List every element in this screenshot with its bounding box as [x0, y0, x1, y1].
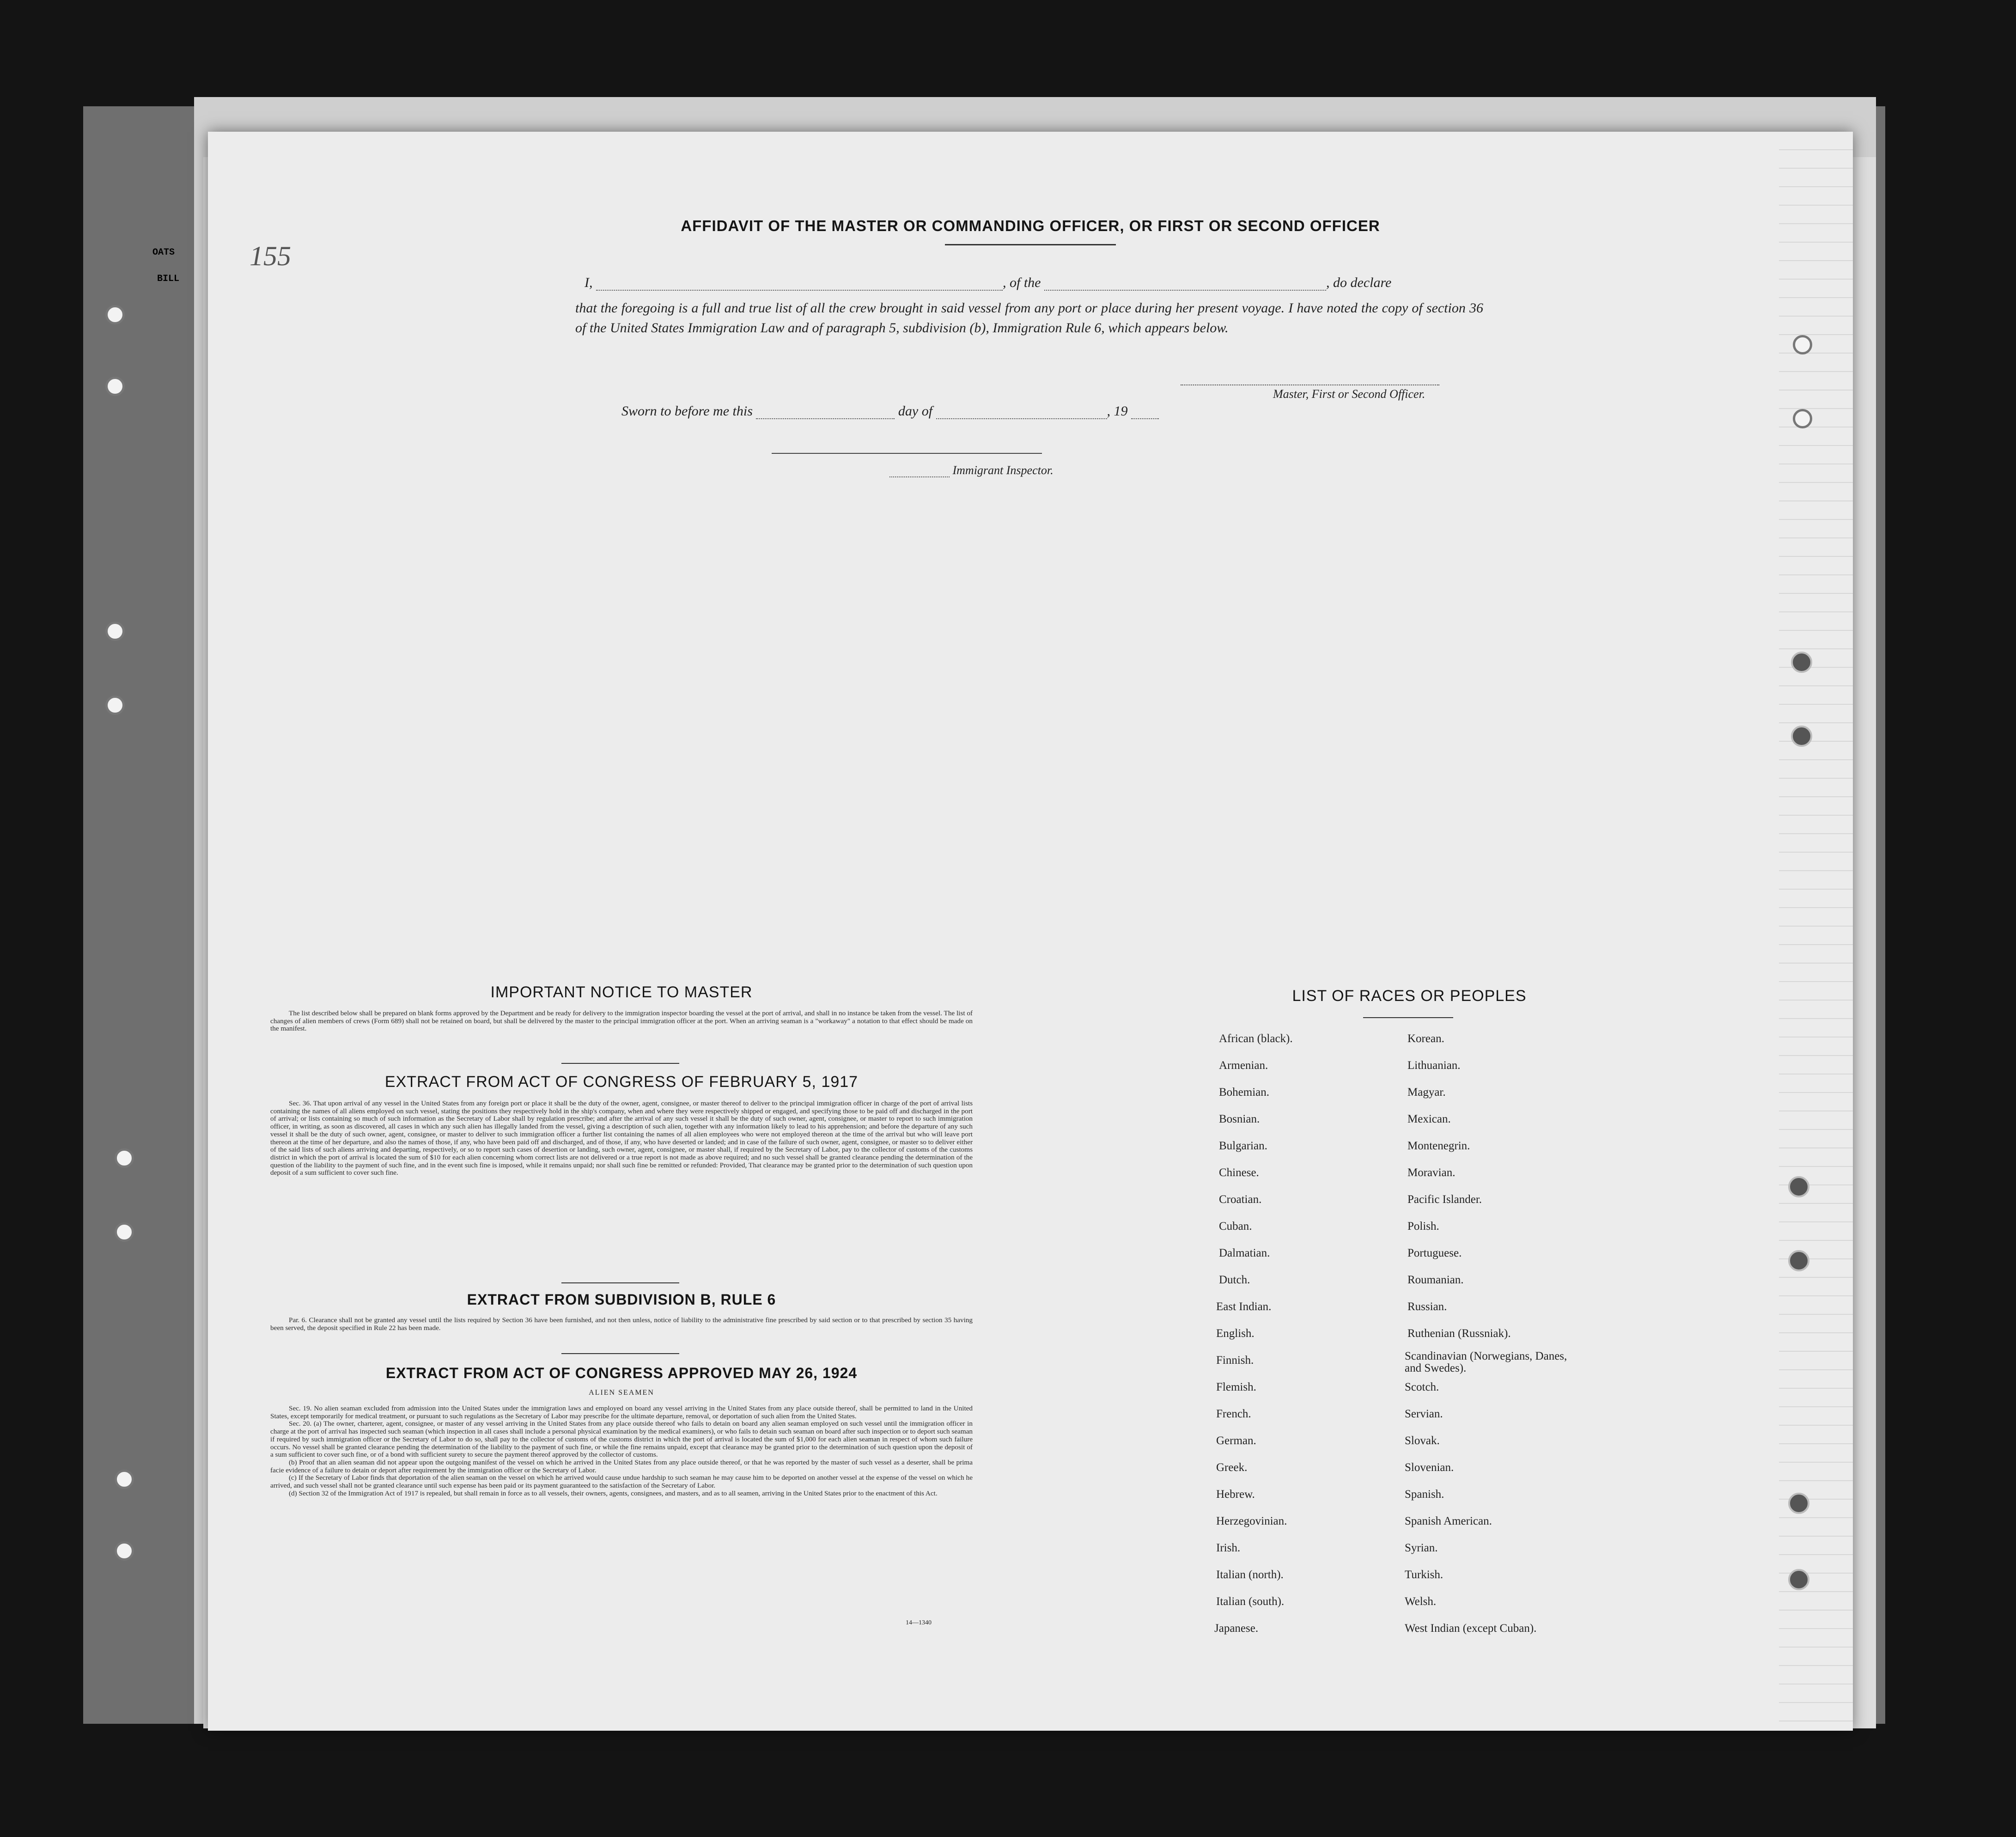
- race-item: Lithuanian.: [1407, 1059, 1461, 1072]
- vessel-field: [1044, 278, 1326, 291]
- section-rule: [561, 1282, 679, 1283]
- of-the-label: , of the: [1003, 275, 1041, 290]
- sec-20c-text: (c) If the Secretary of Labor finds that deportation of the alien seaman on the vessel on which he arrived would cause undue hardship to such seaman he may cause him to be deported on another vessel at the expense of the vessel on which he arrived, and such vessel shall not be granted clearance until such expense has been paid or its payment guaranteed to the satisfaction of the Secretary of Labor.: [270, 1474, 973, 1490]
- sworn-line: [621, 403, 1159, 419]
- race-item: Finnish.: [1216, 1354, 1254, 1367]
- race-item: German.: [1216, 1434, 1256, 1447]
- race-item: Italian (south).: [1216, 1595, 1285, 1608]
- race-item: West Indian (except Cuban).: [1405, 1622, 1537, 1635]
- race-item: Bulgarian.: [1219, 1140, 1267, 1152]
- race-item: Servian.: [1405, 1408, 1443, 1420]
- race-item: Russian.: [1407, 1300, 1447, 1313]
- race-item: Bosnian.: [1219, 1113, 1260, 1125]
- punch-hole-icon: [115, 1470, 134, 1489]
- race-item: Irish.: [1216, 1542, 1241, 1554]
- punch-hole-icon: [115, 1222, 134, 1242]
- race-item: Spanish.: [1405, 1488, 1444, 1501]
- margin-mark: BILL: [157, 274, 180, 284]
- race-item: French.: [1216, 1408, 1251, 1420]
- act-1924-title: EXTRACT FROM ACT OF CONGRESS APPROVED MAY 26, 1924: [385, 1365, 858, 1381]
- month-field: [936, 406, 1107, 419]
- race-item: Herzegovinian.: [1216, 1515, 1287, 1527]
- notice-text: The list described below shall be prepared on blank forms approved by the Department and be ready for delivery to the immigration inspector boarding the vessel at the port of arrival, and shall in no instance be taken from the vessel. The list of changes of alien members of crews (Form 689) shall not be retained on board, but shall be delivered by the master to the principal immigration officer at the port. When an arriving seaman is a "workaway" a notation to that effect should be made on the manifest.: [270, 1009, 973, 1033]
- act-1917-body: [270, 1100, 973, 1177]
- race-item: Croatian.: [1219, 1193, 1262, 1206]
- race-item: Scotch.: [1405, 1381, 1439, 1393]
- signature-label: Master, First or Second Officer.: [1273, 387, 1425, 401]
- year-label: , 19: [1107, 403, 1128, 419]
- punch-hole-icon: [105, 696, 125, 715]
- race-item: Mexican.: [1407, 1113, 1451, 1125]
- race-item: Syrian.: [1405, 1542, 1438, 1554]
- sec-19-text: Sec. 19. No alien seaman excluded from admission into the United States under the immigration laws and employed on board any vessel arriving in the United States from any place outside thereof, shall be permitted to land in the United States, except temporarily for medical treatment, or pursuant to such regulations as the Secretary of Labor may prescribe for the ultimate departure, removal, or deportation of such alien from the United States.: [270, 1404, 973, 1420]
- race-item: Dutch.: [1219, 1274, 1250, 1286]
- sec-20a-text: Sec. 20. (a) The owner, charterer, agent, consignee, or master of any vessel arriving in the United States from any place outside thereof who fails to detain on board any alien seaman employed on such vessel until the immigration officer in charge at the port of arrival has inspected such seaman (which inspection in all cases shall include a personal physical examination by the medical examiners), or who fails to detain such seaman on board after such inspection or to deport such seaman if required by such immigration officer or the Secretary of Labor to do so, shall pay to the collector of customs of the customs district in which the port of arrival is located the sum of $1,000 for each alien seaman in respect of whom such failure occurs. No vessel shall be granted clearance pending the determination of the liability to the payment of such fine, or while the fine remains unpaid, except that clearance may be granted prior to the determination of such question upon the deposit of a sum sufficient to cover such fine, or of a bond with sufficient surety to secure the payment thereof approved by the collector of customs.: [270, 1420, 973, 1459]
- act-1924-subtitle: ALIEN SEAMEN: [589, 1389, 654, 1397]
- inspector-line: [772, 453, 1042, 454]
- race-item: Turkish.: [1405, 1568, 1443, 1581]
- race-item: Scandinavian (Norwegians, Danes, and Swedes).: [1405, 1350, 1567, 1374]
- race-item: Greek.: [1216, 1461, 1248, 1474]
- punch-hole-icon: [115, 1541, 134, 1561]
- sworn-label: Sworn to before me this: [621, 403, 753, 419]
- section-rule: [561, 1063, 679, 1064]
- year-field: [1131, 406, 1159, 419]
- punch-hole-icon: [1791, 726, 1812, 747]
- i-label: I,: [585, 275, 593, 290]
- ruled-margin: [1779, 132, 1853, 1731]
- affidavit-title: AFFIDAVIT OF THE MASTER OR COMMANDING OFFICER, OR FIRST OR SECOND OFFICER: [681, 217, 1380, 234]
- rule-6-body: [270, 1317, 973, 1332]
- inspector-field: [889, 467, 950, 477]
- sec-20b-text: (b) Proof that an alien seaman did not appear upon the outgoing manifest of the vessel on which he arrived in the United States from any place outside thereof, or that he was reported by the master of such vessel as a deserter, shall be prima facie evidence of a failure to detain or deport after requirement by the immigration officer or the Secretary of Labor.: [270, 1458, 973, 1474]
- signature-line: [1181, 384, 1439, 385]
- race-item: Armenian.: [1219, 1059, 1268, 1072]
- punch-hole-icon: [1791, 652, 1812, 673]
- punch-hole-icon: [105, 305, 125, 324]
- punch-hole-icon: [1793, 409, 1812, 428]
- page-number: 155: [250, 241, 291, 271]
- race-item: Moravian.: [1407, 1166, 1456, 1179]
- race-item: Magyar.: [1407, 1086, 1446, 1099]
- sec-20d-text: (d) Section 32 of the Immigration Act of 1917 is repealed, but shall remain in force as to all vessels, their owners, agents, consignees, and masters, and as to all seamen, arriving in the United States prior to the enactment of this Act.: [289, 1489, 938, 1497]
- race-item: Roumanian.: [1407, 1274, 1464, 1286]
- rule-6-title: EXTRACT FROM SUBDIVISION B, RULE 6: [467, 1291, 776, 1308]
- punch-hole-icon: [115, 1148, 134, 1168]
- form-number: 14—1340: [906, 1619, 932, 1626]
- punch-hole-icon: [1788, 1569, 1809, 1590]
- race-item: Slovenian.: [1405, 1461, 1454, 1474]
- rule-6-text: Par. 6. Clearance shall not be granted any vessel until the lists required by Section 36 have been furnished, and not then unless, notice of liability to the administrative fine prescribed by said section or to that prescribed by section 35 having been served, the deposit specified in Rule 22 has been made.: [270, 1316, 973, 1332]
- race-item: African (black).: [1219, 1032, 1293, 1045]
- margin-mark: OATS: [152, 247, 175, 258]
- race-item: Hebrew.: [1216, 1488, 1255, 1501]
- race-item: Pacific Islander.: [1407, 1193, 1482, 1206]
- act-1917-title: EXTRACT FROM ACT OF CONGRESS OF FEBRUARY 5, 1917: [384, 1073, 859, 1091]
- declaration-line: [585, 275, 1391, 291]
- punch-hole-icon: [1793, 335, 1812, 354]
- race-item: Slovak.: [1405, 1434, 1440, 1447]
- punch-hole-icon: [1788, 1493, 1809, 1514]
- inspector-label: Immigrant Inspector.: [952, 464, 1054, 477]
- punch-hole-icon: [1788, 1176, 1809, 1197]
- punch-hole-icon: [105, 622, 125, 641]
- punch-hole-icon: [1788, 1250, 1809, 1271]
- race-item: Flemish.: [1216, 1381, 1256, 1393]
- race-item: Welsh.: [1405, 1595, 1437, 1608]
- name-field: [596, 278, 1003, 291]
- day-of-label: day of: [898, 403, 933, 419]
- race-item: Chinese.: [1219, 1166, 1259, 1179]
- affidavit-body: that the foregoing is a full and true list of all the crew brought in said vessel from any port or place during her present voyage. I have noted the copy of section 36 of the United States Immigration Law and of paragraph 5, subdivision (b), Immigration Rule 6, which appears below.: [575, 300, 1483, 336]
- race-item: East Indian.: [1216, 1300, 1272, 1313]
- race-item: Ruthenian (Russniak).: [1407, 1327, 1511, 1340]
- punch-hole-icon: [105, 377, 125, 396]
- day-field: [756, 406, 895, 419]
- title-rule: [1363, 1017, 1453, 1018]
- act-1917-text: Sec. 36. That upon arrival of any vessel in the United States from any foreign port or place it shall be the duty of the owner, agent, consignee, or master thereof to deliver to the principal immigration officer in charge of the port of arrival lists containing the names of all aliens employed on such vessel, stating the positions they respectively hold in the ship's company, when and where they were respectively shipped or engaged, and specifying those to be paid off and discharged in the port of arrival; or lists containing so much of such information as the Secretary of Labor shall by regulation prescribe; and after the arrival of any such vessel it shall be the duty of such owner, agent, consignee, or master to report to such immigration officer, in writing, as soon as discovered, all cases in which any such alien has illegally landed from the vessel, giving a description of such alien, together with any information likely to lead to his apprehension; and before the departure of any such vessel it shall be the duty of such owner, agent, consignee, or master to deliver to such immigration officer a further list containing the names of all alien employees who were not employed thereon at the time of the arrival but who will leave port thereon at the time of her departure, and also the names of those, if any, who have been paid off and discharged, and of those, if any, who have deserted or landed; and in case of the failure of such owner, agent, consignee, or master so to deliver either of the said lists of such aliens arriving and departing, respectively, or so to report such cases of desertion or landing, such owner, agent, consignee, or master shall, if required by the Secretary of Labor, pay to the collector of customs of the customs district in which the port of arrival is located the sum of $10 for each alien concerning whom correct lists are not delivered or a true report is not made as above required; and no such vessel shall be granted clearance pending the determination of the question of the liability to the payment of such fine, and in the event such fine is imposed, while it remains unpaid; nor shall such fine be remitted or refunded: Provided, That clearance may be granted prior to the determination of such question upon deposit of a sum sufficient to cover such fine.: [270, 1099, 973, 1177]
- race-item: Italian (north).: [1216, 1568, 1284, 1581]
- race-item: Spanish American.: [1405, 1515, 1492, 1527]
- inspector-row: [889, 464, 1054, 477]
- race-item: Cuban.: [1219, 1220, 1252, 1233]
- race-item: Portuguese.: [1407, 1247, 1462, 1259]
- notice-title: IMPORTANT NOTICE TO MASTER: [490, 983, 753, 1001]
- do-declare-label: , do declare: [1326, 275, 1392, 290]
- title-rule: [945, 244, 1116, 245]
- race-item: Bohemian.: [1219, 1086, 1270, 1099]
- act-1924-body: [270, 1405, 973, 1497]
- section-rule: [561, 1353, 679, 1354]
- race-item: Dalmatian.: [1219, 1247, 1270, 1259]
- race-item: Korean.: [1407, 1032, 1444, 1045]
- race-item: English.: [1216, 1327, 1255, 1340]
- race-item: Japanese.: [1214, 1622, 1259, 1635]
- notice-body: [270, 1010, 973, 1033]
- races-title: LIST OF RACES OR PEOPLES: [1292, 987, 1527, 1005]
- race-item: Polish.: [1407, 1220, 1439, 1233]
- race-item: Montenegrin.: [1407, 1140, 1470, 1152]
